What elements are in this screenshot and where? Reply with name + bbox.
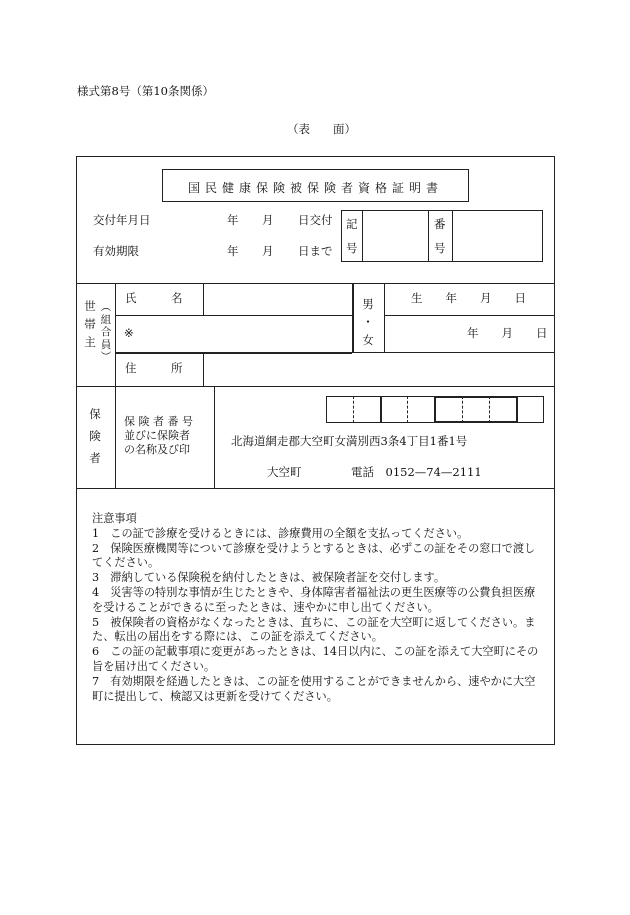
form-number: 様式第8号（第10条関係） xyxy=(77,84,214,98)
issue-year: 年 xyxy=(227,213,239,227)
member-paren-label: ︵ 組 合 員 ︶ xyxy=(100,301,112,364)
bangou-top: 番 xyxy=(434,217,446,231)
page-title: 国民健康保険被保険者資格証明書 xyxy=(187,181,443,195)
address-label: 住 所 xyxy=(125,361,183,375)
notes-heading: 注意事項 xyxy=(92,512,137,525)
birthdate-label: 生 年 月 日 xyxy=(411,291,526,305)
notes-section xyxy=(92,512,544,704)
bangou-bottom: 号 xyxy=(434,241,446,255)
note-item: 6 この証の記載事項に変更があったときは、14日以内に、この証を添えて大空町にその旨を届け出てください。 xyxy=(92,645,539,673)
insurer-description: 保 険 者 番 号 並びに保険者 の名称及び印 xyxy=(124,415,193,456)
validity-day-suffix: 日まで xyxy=(298,244,333,258)
insurer-address: 北海道網走郡大空町女満別西3条4丁目1番1号 xyxy=(231,434,468,448)
issue-day-suffix: 日交付 xyxy=(298,213,333,227)
sex-label: 男 ・ 女 xyxy=(362,297,374,347)
kome-mark: ※ xyxy=(124,326,134,340)
insurer-town: 大空町 xyxy=(267,465,302,479)
kigou-bottom: 号 xyxy=(346,241,358,255)
side-label: （表 面） xyxy=(287,122,356,136)
validity-year: 年 xyxy=(227,244,239,258)
householder-side-label: 世 帯 主 xyxy=(84,299,96,349)
kigou-top: 記 xyxy=(346,217,358,231)
note-item: 1 この証で診療を受けるときには、診療費用の全額を支払ってください。 xyxy=(92,526,469,540)
insurer-side-label: 保 険 者 xyxy=(89,407,101,465)
validity-month: 月 xyxy=(262,244,274,258)
issue-date-label: 交付年月日 xyxy=(93,213,151,227)
birthdate-value: 年 月 日 xyxy=(467,326,548,340)
insurer-phone: 電話 0152—74—2111 xyxy=(351,465,482,479)
name-label: 氏 名 xyxy=(125,291,183,305)
note-item: 4 災害等の特別な事情が生じたときや、身体障害者福祉法の更生医療等の公費負担医療を受けることができるに至ったときは、速やかに申し出てください。 xyxy=(92,585,536,614)
note-item: 2 保険医療機関等について診療を受けようとするときは、必ずこの証をその窓口で渡してください。 xyxy=(92,541,536,570)
issue-month: 月 xyxy=(262,213,274,227)
note-item: 5 被保険者の資格がなくなったときは、直ちに、この証を大空町に返してください。また、転出の届出をする際には、この証を添えてください。 xyxy=(92,615,536,644)
note-item: 3 滞納している保険税を納付したときは、被保険者証を交付します。 xyxy=(92,571,446,585)
validity-label: 有効期限 xyxy=(93,244,139,258)
note-item: 7 有効期限を経過したときは、この証を使用することができませんから、速やかに大空町に提出して、検認又は更新を受けてください。 xyxy=(92,674,536,703)
